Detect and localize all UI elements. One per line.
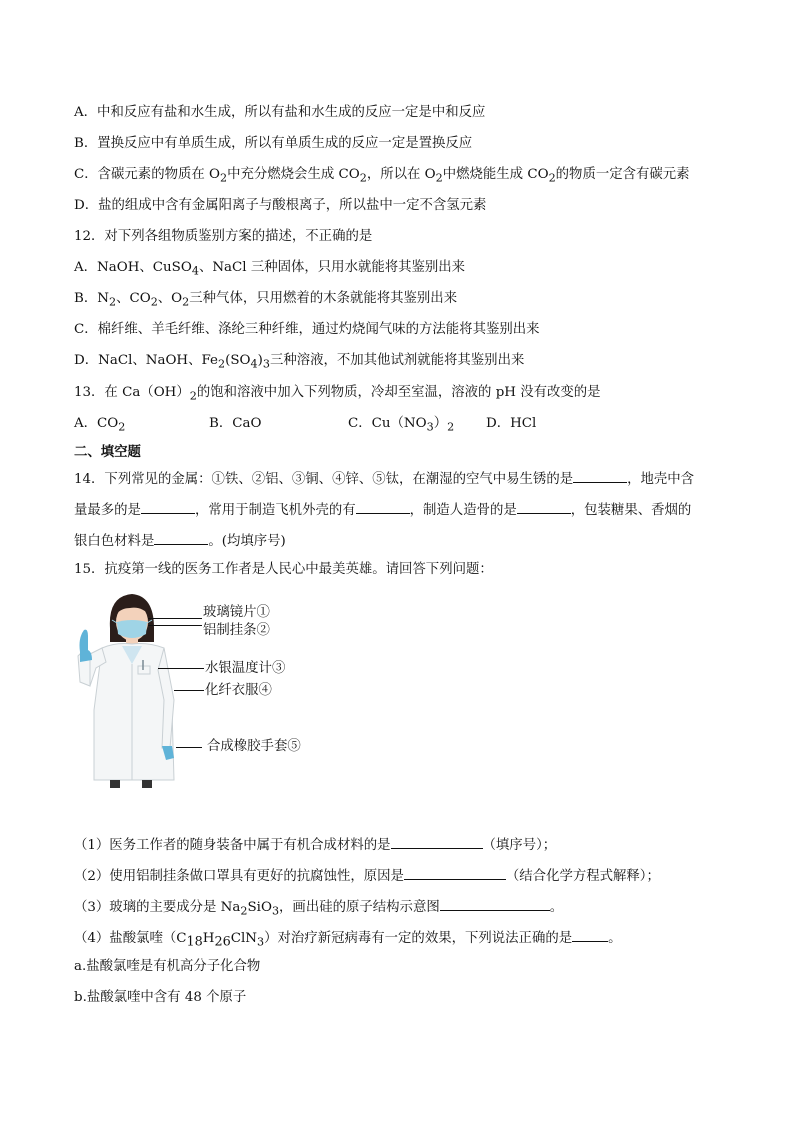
q15-option-b: b.盐酸氯喹中含有 48 个原子 [74,990,247,1005]
q12-option-a: A．NaOH、CuSO$_4$、NaCl 三种固体，只用水就能将其鉴别出来 [74,260,466,278]
q12-option-d: D．NaCl、NaOH、$Fe_2(SO_4)_3$三种溶液，不加其他试剂就能将其鉴别出来 [74,353,525,371]
q12-option-c: C．棉纤维、羊毛纤维、涤纶三种纤维，通过灼烧闻气味的方法能将其鉴别出来 [74,322,540,337]
q15-option-a: a.盐酸氯喹是有机高分子化合物 [74,959,261,974]
answer-blank[interactable] [572,927,608,942]
q11-option-d: D．盐的组成中含有金属阳离子与酸根离子，所以盐中一定不含氢元素 [74,198,487,213]
answer-blank[interactable] [404,865,506,880]
q13-stem: 13．在 $Ca(OH)_2$的饱和溶液中加入下列物质，冷却至室温，溶液的 pH 没有改变的是 [74,385,601,403]
q13-option-a: A．$CO_2$ [74,416,126,434]
leader-line [176,747,202,748]
leader-line [148,625,202,626]
leader-line [148,618,202,619]
q15-sub1: （1）医务工作者的随身装备中属于有机合成材料的是 （填序号）； [74,834,556,855]
answer-blank[interactable] [440,896,550,911]
q11-option-c: C．含碳元素的物质在 $O_2$中充分燃烧会生成 $CO_2$，所以在 $O_2$中燃烧能生成 $CO_2$的物质一定含有碳元素 [74,167,690,185]
q11-option-b: B．置换反应中有单质生成，所以有单质生成的反应一定是置换反应 [74,136,473,151]
label-aluminum-strap: 铝制挂条② [203,623,270,638]
q13-option-d: D．HCl [486,416,537,431]
answer-blank[interactable] [391,834,483,849]
q14-line3: 银白色材料是 。(均填序号) [74,530,286,551]
q15-stem: 15．抗疫第一线的医务工作者是人民心中最美英雄。请回答下列问题： [74,562,493,577]
q12-option-b: B．$N_2$、$CO_2$、$O_2$三种气体，只用燃着的木条就能将其鉴别出来 [74,291,458,309]
label-glass-lens: 玻璃镜片① [203,605,270,620]
q14-line2: 量最多的是 ，常用于制造飞机外壳的有 ，制造人造骨的是 ，包装糖果、香烟的 [74,499,691,520]
q12-stem: 12．对下列各组物质鉴别方案的描述，不正确的是 [74,229,373,244]
answer-blank[interactable] [154,530,208,545]
label-rubber-gloves: 合成橡胶手套⑤ [207,739,301,754]
answer-blank[interactable] [517,499,571,514]
answer-blank[interactable] [356,499,410,514]
answer-blank[interactable] [573,468,627,483]
q13-option-c: C．$Cu(NO_3)_2$ [348,416,455,434]
section-heading: 二、填空题 [74,445,141,460]
label-thermometer: 水银温度计③ [205,661,286,676]
q15-sub2: （2）使用铝制挂条做口罩具有更好的抗腐蚀性，原因是 （结合化学方程式解释）； [74,865,660,886]
leader-line [158,668,204,669]
answer-blank[interactable] [141,499,195,514]
q14-line1: 14．下列常见的金属：①铁、②铝、③铜、④锌、⑤钛，在潮湿的空气中易生锈的是 ，地壳中含 [74,468,694,489]
medical-worker-figure [72,590,182,790]
q15-sub4: （4）盐酸氯喹$(C_{18}H_{26}ClN_3)$对治疗新冠病毒有一定的效果，下列说法正确的是 。 [74,927,622,952]
q13-option-b: B．CaO [209,416,262,431]
q11-option-a: A．中和反应有盐和水生成，所以有盐和水生成的反应一定是中和反应 [74,105,486,120]
q15-sub3: （3）玻璃的主要成分是 $Na_2SiO_3$，画出硅的原子结构示意图 。 [74,896,563,921]
leader-line [174,690,204,691]
label-synthetic-clothes: 化纤衣服④ [205,683,272,698]
